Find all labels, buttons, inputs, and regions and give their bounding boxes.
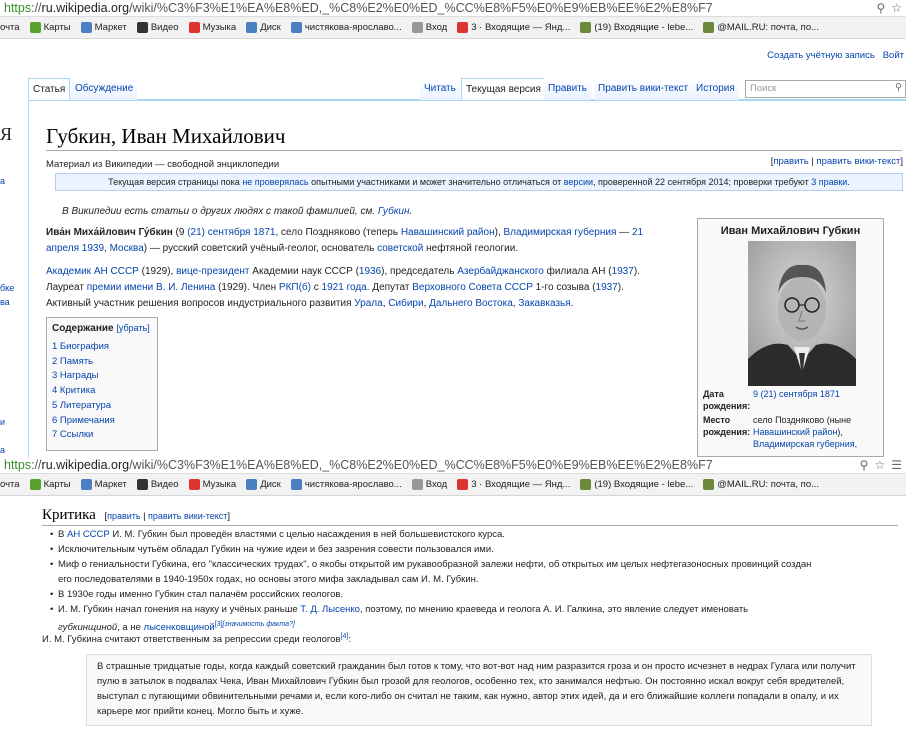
address-tools: [876, 1, 902, 15]
criticism-list: [50, 527, 870, 635]
bookmark-label: (19) Входящие - lebe...: [594, 22, 694, 33]
bookmark-label: Карты: [43, 22, 71, 33]
link[interactable]: Дальнего Востока: [429, 298, 513, 309]
address-bar[interactable]: [0, 0, 906, 17]
disk-icon: [246, 479, 257, 490]
bookmark-label: Видео: [150, 22, 179, 33]
intro-line-3: Академик АН СССР (1929), вице-президент Академии наук СССР (1936), председатель Азербайджанского филиала АН (1937).: [46, 266, 640, 277]
link[interactable]: премии имени В. И. Ленина: [86, 282, 216, 293]
toc-link[interactable]: 3 Награды: [52, 370, 99, 382]
section-edit-link[interactable]: править: [107, 511, 141, 521]
link[interactable]: Т. Д. Лысенко: [300, 604, 360, 615]
bookmark-label: Карты: [43, 479, 71, 490]
reference-link[interactable]: [4]: [340, 633, 349, 640]
personal-tools: [767, 50, 904, 61]
bookmark-item[interactable]: [81, 22, 127, 33]
intro-line-1: Ива́н Миха́йлович Гу́бкин (9 (21) сентября 1871, село Поздняково (теперь Навашинский район), Владимирская губерния — 21: [46, 227, 644, 238]
toc-title: Содержание [убрать]: [52, 323, 150, 334]
bookmark-item[interactable]: [137, 479, 179, 490]
bookmark-label: чистякова-ярославо...: [304, 479, 402, 490]
list-item: • И. М. Губкин начал гонения на науку и учёных раньше Т. Д. Лысенко, поэтому, по мнению краеведа и геолога А. И. Галкина, это явление следует именовать губкинщиной, а не лысенковщиной[3][значимость факта?]: [50, 602, 870, 635]
link[interactable]: 21: [631, 227, 644, 238]
screenshot-bottom: [0, 457, 906, 735]
portrait-image: [748, 241, 856, 386]
tab-read[interactable]: Читать: [420, 78, 460, 100]
site-subtitle: Материал из Википедии — свободной энциклопедии: [46, 159, 280, 170]
bookmark-item[interactable]: [412, 479, 448, 490]
star-icon[interactable]: ☆: [891, 1, 902, 15]
link[interactable]: Навашинский район: [400, 227, 495, 238]
infobox: [697, 218, 884, 457]
sidebar-link-fragment[interactable]: бке: [0, 283, 15, 293]
bookmark-item[interactable]: [30, 479, 71, 490]
section-edit-links: [править | править вики-текст]: [99, 511, 230, 521]
bookmark-label: @MAIL.RU: почта, по...: [717, 479, 820, 490]
wiki-logo-fragment: Я: [0, 124, 13, 144]
mailru-icon: [580, 22, 591, 33]
bookmark-label: Вход: [425, 22, 448, 33]
tab-article[interactable]: Статья: [28, 78, 70, 100]
sidebar-link-fragment[interactable]: а: [0, 176, 6, 186]
link[interactable]: апреля 1939: [46, 243, 105, 254]
login-link[interactable]: Войт: [882, 50, 904, 61]
bookmark-label: Маркет: [94, 479, 127, 490]
map-icon: [30, 479, 41, 490]
bookmark-item[interactable]: [291, 22, 402, 33]
page-icon: [412, 22, 423, 33]
bookmark-item[interactable]: [189, 479, 237, 490]
search-icon[interactable]: ⚲: [859, 458, 869, 472]
link[interactable]: Закавказья: [518, 298, 571, 309]
y-icon: [457, 479, 468, 490]
mailru-icon: [703, 479, 714, 490]
bookmark-item[interactable]: [457, 479, 570, 490]
sidebar-link-fragment[interactable]: а: [0, 445, 6, 455]
bookmark-label: чистякова-ярославо...: [304, 22, 402, 33]
intro-line-4: Лауреат премии имени В. И. Ленина (1929). Член РКП(б) с 1921 года. Депутат Верховного Совета СССР 1-го созыва (1937).: [46, 282, 624, 293]
bookmark-label: очта: [0, 479, 20, 490]
bookmark-item[interactable]: [703, 22, 819, 33]
address-bar[interactable]: [0, 457, 906, 474]
birth-date-link[interactable]: 9 (21) сентября 1871: [753, 389, 840, 399]
bookmarks-bar: [0, 474, 906, 496]
tab-history[interactable]: История: [692, 78, 739, 100]
bookmark-item[interactable]: [137, 22, 179, 33]
bookmark-label: Вход: [425, 479, 448, 490]
intro-line-5: Активный участник решения вопросов индустриального развития Урала, Сибири, Дальнего Востока, Закавказья.: [46, 298, 574, 309]
bookmark-item[interactable]: [0, 479, 20, 490]
link[interactable]: АН СССР: [66, 529, 110, 540]
link[interactable]: Москва: [109, 243, 144, 254]
bookmark-item[interactable]: [0, 22, 20, 33]
place-link[interactable]: Навашинский район: [753, 427, 838, 437]
link[interactable]: лысенковщиной: [143, 622, 215, 634]
sidebar-link-fragment[interactable]: и: [0, 417, 6, 427]
disk-icon: [246, 22, 257, 33]
bookmark-label: Музыка: [202, 479, 237, 490]
toc-link[interactable]: 1 Биография: [52, 341, 110, 352]
pending-edits-link[interactable]: 3 правки: [811, 177, 848, 187]
title-divider: [46, 150, 902, 151]
toc-link[interactable]: 7 Ссылки: [52, 429, 94, 441]
link[interactable]: 1936: [358, 266, 382, 277]
bookmark-label: Диск: [260, 479, 281, 490]
music-icon: [189, 22, 200, 33]
intro-line-2: апреля 1939, Москва) — русский советский учёный-геолог, основатель советской нефтяной геологии.: [46, 243, 519, 254]
list-item: • Миф о гениальности Губкина, его "классических трудах", о якобы открытой им рукавообразной залежи нефти, об открытых им целых нефтегазоносных провинций создан его последователями в 1940-1950х годах, но основы этого мифа закладывал сам И. М. Губкин.: [50, 557, 870, 587]
table-of-contents: [46, 317, 158, 451]
bookmark-label: (19) Входящие - lebe...: [594, 479, 694, 490]
bookmark-label: Музыка: [202, 22, 237, 33]
map-icon: [30, 22, 41, 33]
video-icon: [137, 22, 148, 33]
bookmark-label: 3 · Входящие — Янд...: [471, 479, 571, 490]
toc-link[interactable]: 4 Критика: [52, 385, 96, 397]
tab-edit-source[interactable]: Править вики-текст: [594, 78, 692, 100]
mailru-icon: [703, 22, 714, 33]
link[interactable]: Верховного Совета СССР: [412, 282, 533, 293]
link[interactable]: 1921 года: [321, 282, 367, 293]
toc-item: [52, 428, 152, 443]
repression-statement: И. М. Губкина считают ответственным за репрессии среди геологов[4]:: [42, 633, 351, 646]
bookmark-item[interactable]: [30, 22, 71, 33]
hatnote: В Википедии есть статьи о других людях с такой фамилией, см. Губкин.: [62, 206, 413, 217]
section-edit-source-link[interactable]: править вики-текст: [147, 511, 228, 521]
toc-list: [52, 340, 152, 443]
url-text[interactable]: https://ru.wikipedia.org/wiki/%C3%F3%E1%EA%E8%ED,_%C8%E2%E0%ED_%CC%E8%F5%E0%E9%EB%EE%E2%E8%F7: [4, 1, 713, 15]
link[interactable]: советской: [377, 243, 424, 254]
bookmark-label: Маркет: [94, 22, 127, 33]
bookmark-item[interactable]: [580, 22, 693, 33]
bookmark-label: очта: [0, 22, 20, 33]
infobox-title: Иван Михайлович Губкин: [720, 225, 861, 237]
blockquote: В страшные тридцатые годы, когда каждый советский гражданин был готов к тому, что вот-вот над ним разразится гроза и он просто исчезнет в недрах Гулага или получит пулю в затылок в подвалах Чека, Иван Михайлович Губкин был грозой для геологов, особенно тех, кто занимался нефтью. Он постоянно искал вокруг себя вредителей, выступал с пугающими обвинительными речами и, если кого-либо он считал не таким, как нужно, автор этих идей, да и его ближайшие коллеги попадали в опалу, и их карьере мог прийти конец. Могло быть и хуже.: [86, 654, 872, 726]
section-divider: [42, 525, 898, 526]
bookmark-item[interactable]: [703, 479, 819, 490]
toc-item: [52, 369, 152, 384]
bookmark-item[interactable]: [189, 22, 237, 33]
tab-talk[interactable]: Обсуждение: [71, 78, 137, 100]
section-heading-criticism: Критика [править | править вики-текст]: [42, 507, 230, 523]
sidebar-link-fragment[interactable]: ва: [0, 297, 10, 307]
bookmark-item[interactable]: [246, 22, 281, 33]
menu-icon[interactable]: ☰: [891, 458, 902, 472]
music-icon: [189, 479, 200, 490]
bookmark-item[interactable]: [580, 479, 693, 490]
bookmark-item[interactable]: [246, 479, 281, 490]
tab-current-version[interactable]: Текущая версия: [461, 78, 546, 100]
page-icon: [412, 479, 423, 490]
bookmark-label: 3 · Входящие — Янд...: [471, 22, 571, 33]
not-checked-link[interactable]: не проверялась: [242, 177, 309, 187]
tab-edit[interactable]: Править: [544, 78, 591, 100]
toc-toggle-link[interactable]: [убрать]: [116, 323, 150, 333]
link[interactable]: Сибири: [388, 298, 424, 309]
market-icon: [81, 479, 92, 490]
toc-item: [52, 414, 152, 429]
toc-item: [52, 384, 152, 399]
search-icon[interactable]: ⚲: [895, 82, 902, 93]
bookmark-item[interactable]: [81, 479, 127, 490]
link[interactable]: (21) сентября 1871: [187, 227, 276, 238]
wiki-search-input[interactable]: Поиск ⚲: [745, 80, 906, 98]
citation-needed-link[interactable]: [значимость факта?]: [222, 621, 295, 628]
search-icon[interactable]: ⚲: [876, 1, 886, 15]
list-item: • В АН СССР И. М. Губкин был проведён властями с целью насаждения в ней большевистского курса.: [50, 527, 870, 542]
portrait-photo[interactable]: [748, 241, 856, 386]
link[interactable]: Азербайджанского: [457, 266, 544, 277]
link[interactable]: 1937: [611, 266, 634, 277]
mailru-icon: [580, 479, 591, 490]
place-link[interactable]: Владимирская губерния,: [753, 439, 858, 449]
bookmarks-bar: [0, 17, 906, 39]
toc-item: [52, 355, 152, 370]
bookmark-item[interactable]: [412, 22, 448, 33]
link[interactable]: РКП(б): [278, 282, 311, 293]
flagged-revision-notice: Текущая версия страницы пока не проверялась опытными участниками и может значительно отличаться от версии, проверенной 22 сентября 2014; проверки требуют 3 правки.: [55, 173, 903, 191]
link[interactable]: 1937: [595, 282, 618, 293]
infobox-place-row: Место рождения:село Поздняково (ныне Навашинский район), Владимирская губерния,: [703, 415, 858, 449]
address-tools: [860, 458, 902, 472]
g-icon: [291, 22, 302, 33]
bookmark-label: Видео: [150, 479, 179, 490]
toc-link[interactable]: 6 Примечания: [52, 414, 115, 426]
g-icon: [291, 479, 302, 490]
page-title: Губкин, Иван Михайлович: [46, 124, 286, 148]
bookmark-label: @MAIL.RU: почта, по...: [717, 22, 820, 33]
toc-link[interactable]: 5 Литература: [52, 399, 112, 411]
edit-link[interactable]: править: [773, 156, 809, 167]
bookmark-label: Диск: [260, 22, 281, 33]
market-icon: [81, 22, 92, 33]
y-icon: [457, 22, 468, 33]
version-link[interactable]: версии: [563, 177, 593, 187]
edit-source-link[interactable]: править вики-текст: [816, 156, 901, 167]
link[interactable]: Владимирская губерния: [503, 227, 617, 238]
star-icon[interactable]: ☆: [874, 458, 886, 472]
disambiguation-link[interactable]: Губкин: [377, 206, 410, 217]
toc-item: [52, 340, 152, 355]
list-item: • Исключительным чутьём обладал Губкин на чужие идеи и без зазрения совести пользовался ими.: [50, 542, 870, 557]
bookmark-item[interactable]: [457, 22, 570, 33]
toc-link[interactable]: 2 Память: [52, 355, 94, 367]
list-item: • В 1930е годы именно Губкин стал палачём российских геологов.: [50, 587, 870, 602]
infobox-birth-row: Дата рождения:9 (21) сентября 1871: [703, 389, 840, 411]
reference-link[interactable]: [3]: [214, 621, 223, 628]
toc-item: [52, 399, 152, 414]
link[interactable]: вице-президент: [176, 266, 250, 277]
page-edit-links: [править | править вики-текст]: [770, 156, 903, 167]
create-account-link[interactable]: Создать учётную запись: [767, 50, 875, 61]
video-icon: [137, 479, 148, 490]
link[interactable]: Академик АН СССР: [46, 266, 139, 277]
link[interactable]: Урала: [354, 298, 383, 309]
url-text[interactable]: https://ru.wikipedia.org/wiki/%C3%F3%E1%EA%E8%ED,_%C8%E2%E0%ED_%CC%E8%F5%E0%E9%EB%EE%E2%E8%F7: [4, 458, 713, 472]
bookmark-item[interactable]: [291, 479, 402, 490]
